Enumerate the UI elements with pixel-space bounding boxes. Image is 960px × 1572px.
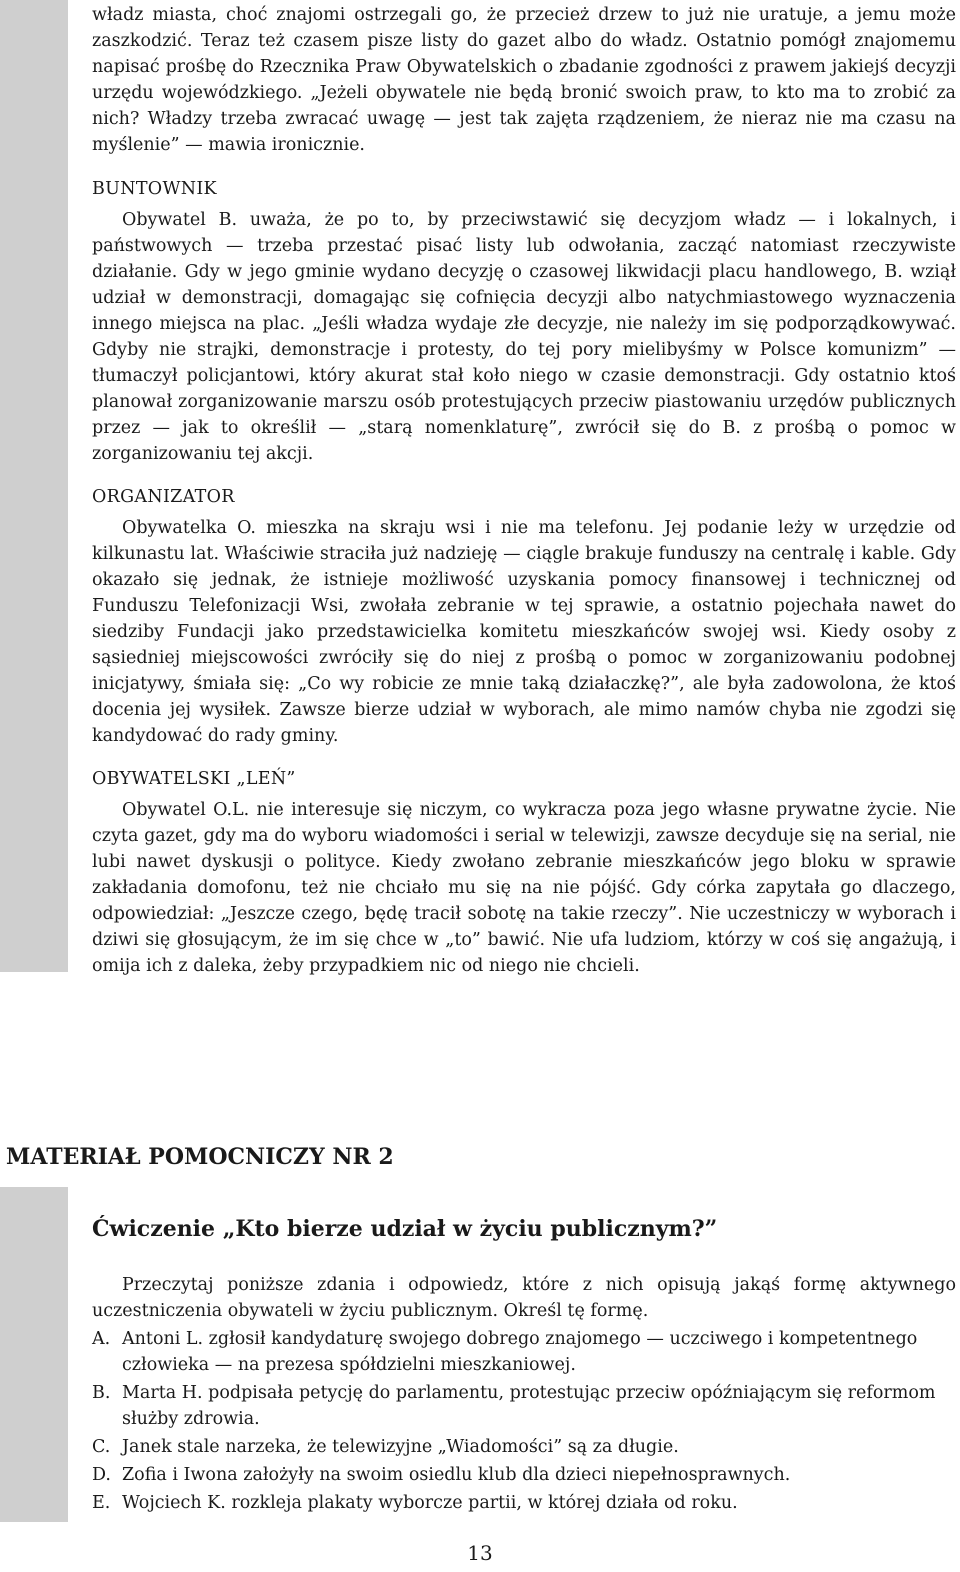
list-item <box>92 1380 956 1432</box>
exercise-title: Ćwiczenie „Kto bierze udział w życiu publicznym?” <box>92 1216 718 1242</box>
list-item-letter: C. <box>92 1437 111 1457</box>
top-paragraph-block <box>92 2 956 158</box>
list-item-text: Janek stale narzeka, że telewizyjne „Wiadomości” są za długie. <box>122 1437 679 1457</box>
list-item <box>92 1490 956 1516</box>
sidebar-bar-top <box>0 0 68 972</box>
section-body-obywatelski-len <box>92 797 956 979</box>
section-text: Obywatelka O. mieszka na skraju wsi i nie ma telefonu. Jej podanie leży w urzędzie od kilkunastu lat. Właściwie straciła już nadzieję — ciągle brakuje funduszy na centralę i kable. Gdy okazało się jednak, że istnieje możliwość uzyskania pomocy finansowej i technicznej od Funduszu Telefonizacji Wsi, zwołała zebranie w tej sprawie, a ostatnio pojechała nawet do siedziby Fundacji jako przedstawicielka komitetu mieszkańców swojej wsi. Kiedy osoby z sąsiedniej miejscowości zwróciły się do niej z prośbą o pomoc w zorganizowaniu podobnej inicjatywy, śmiała się: „Co wy robicie ze mnie taką działaczkę?”, ale była zadowolona, że ktoś docenia jej wysiłek. Zawsze bierze udział w wyborach, ale mimo namów chyba nie zgodzi się kandydować do rady gminy. <box>92 518 956 746</box>
sidebar-bar-bottom <box>0 1187 68 1522</box>
instruction-block <box>92 1272 956 1324</box>
list-item-text: Marta H. podpisała petycję do parlamentu, protestując przeciw opóźniającym się reformom służby zdrowia. <box>122 1383 936 1429</box>
list-item <box>92 1462 956 1488</box>
section-text: Obywatel B. uważa, że po to, by przeciwstawić się decyzjom władz — i lokalnych, i państwowych — trzeba przestać pisać listy lub odwołania, zacząć natomiast rzeczywiste działanie. Gdy w jego gminie wydano decyzję o czasowej likwidacji placu handlowego, B. wziął udział w demonstracji, domagając się cofnięcia decyzji albo natychmiastowego wyznaczenia innego miejsca na plac. „Jeśli władza wydaje złe decyzje, nie należy im się podporządkowywać. Gdyby nie strajki, demonstracje i protesty, do tej pory mielibyśmy w Polsce komunizm” — tłumaczył policjantowi, który akurat stał koło niego w czasie demonstracji. Gdy ostatnio ktoś planował zorganizowanie marszu osób protestujących przeciw piastowaniu urzędów publicznych przez — jak to określił — „starą nomenklaturę”, zwrócił się do B. z prośbą o pomoc w zorganizowaniu tej akcji. <box>92 210 956 464</box>
section-text: Obywatel O.L. nie interesuje się niczym, co wykracza poza jego własne prywatne życie. Nie czyta gazet, gdy ma do wyboru wiadomości i serial w telewizji, zawsze decyduje się na serial, nie lubi nawet dyskusji o polityce. Kiedy zwołano zebranie mieszkańców jego bloku w sprawie zakładania domofonu, też nie chciało mu się na nie pójść. Gdy córka zapytała go dlaczego, odpowiedział: „Jeszcze czego, będę tracił sobotę na takie rzeczy”. Nie uczestniczy w wyborach i dziwi się głosującym, że im się chce w „to” bawić. Nie ufa ludziom, którzy w coś się angażują, i omija ich z daleka, żeby przypadkiem nic od niego nie chcieli. <box>92 800 956 976</box>
material-title: MATERIAŁ POMOCNICZY NR 2 <box>6 1144 394 1170</box>
section-heading-obywatelski-len: OBYWATELSKI „LEŃ” <box>92 769 296 789</box>
section-heading-buntownik: BUNTOWNIK <box>92 179 217 199</box>
list-item <box>92 1434 956 1460</box>
list-item-letter: B. <box>92 1383 111 1403</box>
exercise-list <box>92 1326 956 1518</box>
instruction-text: Przeczytaj poniższe zdania i odpowiedz, które z nich opisują jakąś formę aktywnego uczestniczenia obywateli w życiu publicznym. Określ tę formę. <box>92 1275 956 1321</box>
section-body-buntownik <box>92 207 956 467</box>
section-heading-organizator: ORGANIZATOR <box>92 487 235 507</box>
list-item-letter: D. <box>92 1465 111 1485</box>
list-item-text: Antoni L. zgłosił kandydaturę swojego dobrego znajomego — uczciwego i kompetentnego człowieka — na prezesa spółdzielni mieszkaniowej. <box>122 1329 918 1375</box>
top-paragraph: władz miasta, choć znajomi ostrzegali go, że przecież drzew to już nie uratuje, a jemu może zaszkodzić. Teraz też czasem pisze listy do gazet albo do władz. Ostatnio pomógł znajomemu napisać prośbę do Rzecznika Praw Obywatelskich o zbadanie zgodności z prawem jakiejś decyzji urzędu wojewódzkiego. „Jeżeli obywatele nie będą bronić swoich praw, to kto ma to zrobić za nich? Władzy trzeba zwracać uwagę — jest tak zajęta rządzeniem, że nieraz nie ma czasu na myślenie” — mawia ironicznie. <box>92 5 956 155</box>
list-item-text: Zofia i Iwona założyły na swoim osiedlu klub dla dzieci niepełnosprawnych. <box>122 1465 791 1485</box>
section-body-organizator <box>92 515 956 749</box>
page-number: 13 <box>467 1541 493 1565</box>
list-item <box>92 1326 956 1378</box>
list-item-letter: A. <box>92 1329 111 1349</box>
list-item-letter: E. <box>92 1493 111 1513</box>
list-item-text: Wojciech K. rozkleja plakaty wyborcze partii, w której działa od roku. <box>122 1493 738 1513</box>
